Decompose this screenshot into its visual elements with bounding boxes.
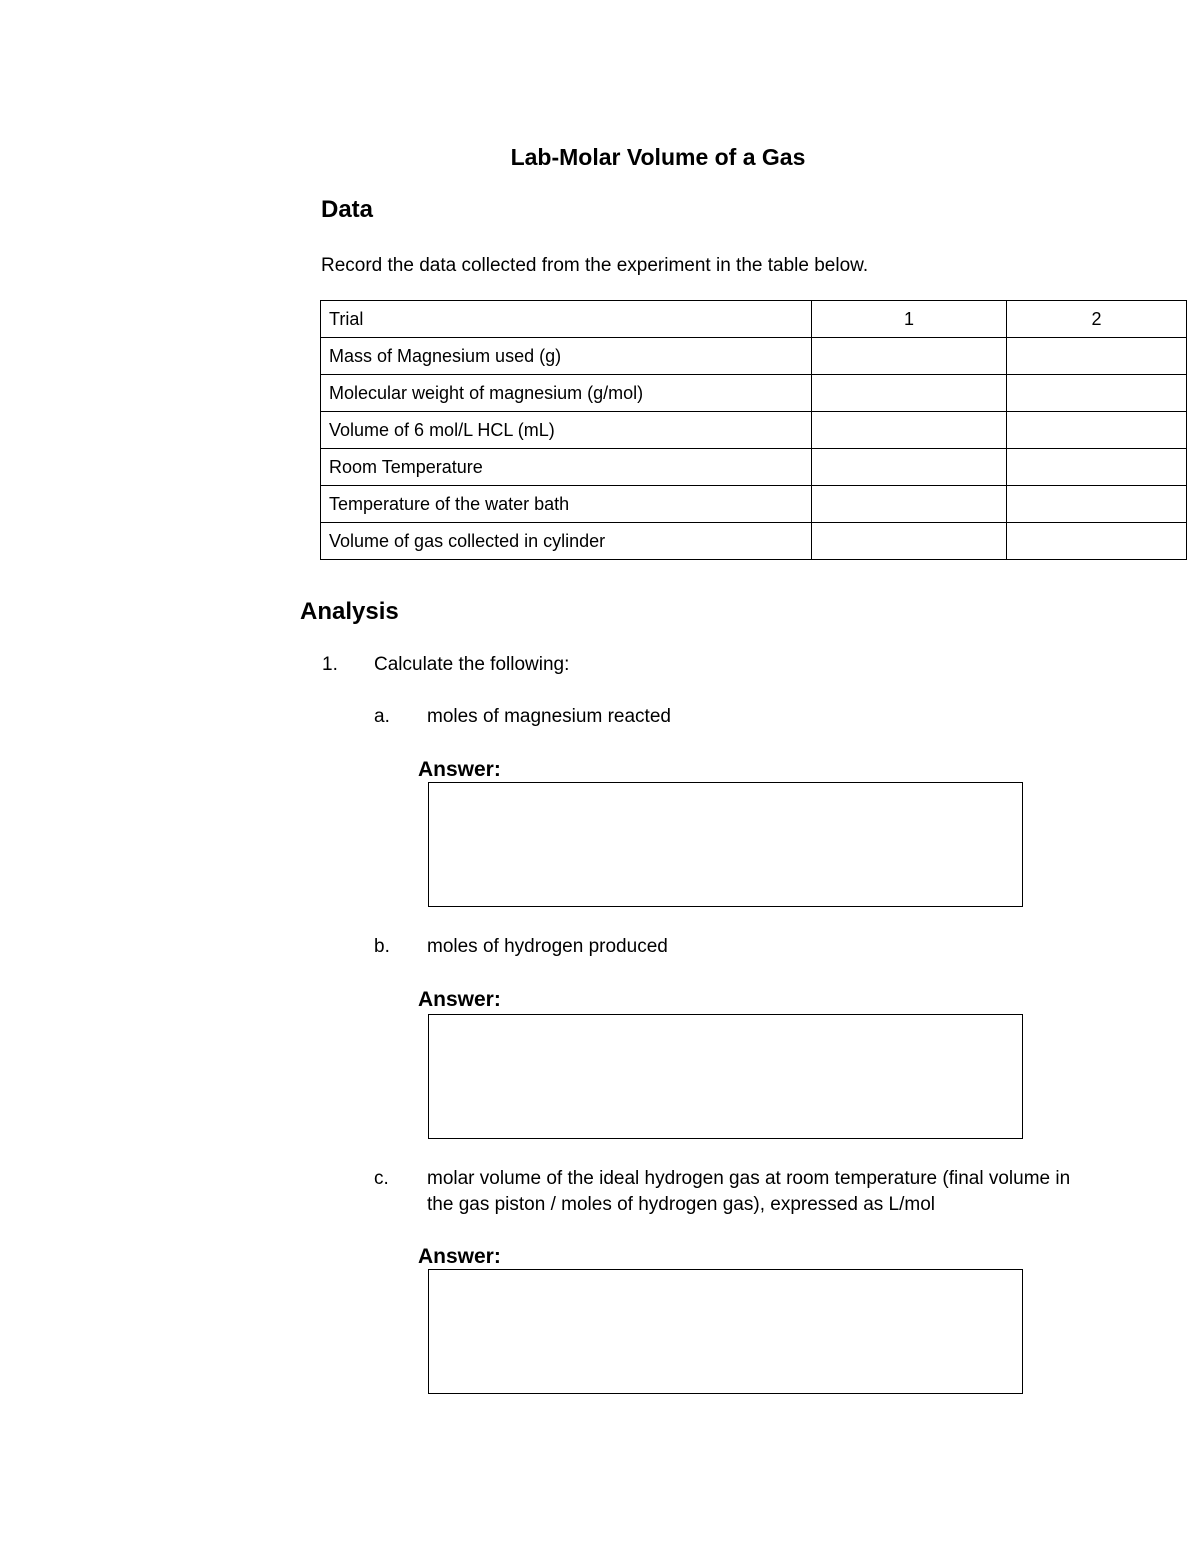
list-item-moles-magnesium: moles of magnesium reacted <box>427 706 671 727</box>
table-row-label: Molecular weight of magnesium (g/mol) <box>321 375 812 412</box>
answer-label-b: Answer: <box>418 988 501 1011</box>
table-row-label: Mass of Magnesium used (g) <box>321 338 812 375</box>
answer-label-a: Answer: <box>418 758 501 781</box>
table-row-label: Volume of gas collected in cylinder <box>321 523 812 560</box>
table-cell-trial-2[interactable] <box>1007 412 1187 449</box>
table-header-trial-1: 1 <box>812 301 1007 338</box>
answer-box-c[interactable] <box>428 1269 1023 1394</box>
table-cell-trial-2[interactable] <box>1007 449 1187 486</box>
table-cell-trial-1[interactable] <box>812 412 1007 449</box>
answer-box-a[interactable] <box>428 782 1023 907</box>
table-cell-trial-2[interactable] <box>1007 486 1187 523</box>
list-marker-c: c. <box>374 1168 389 1189</box>
table-cell-trial-1[interactable] <box>812 486 1007 523</box>
table-header-trial-2: 2 <box>1007 301 1187 338</box>
list-item-molar-volume-line-1: molar volume of the ideal hydrogen gas at room temperature (final volume in <box>427 1168 1071 1189</box>
table-cell-trial-1[interactable] <box>812 375 1007 412</box>
table-row-label: Volume of 6 mol/L HCL (mL) <box>321 412 812 449</box>
table-row-label: Room Temperature <box>321 449 812 486</box>
table-row <box>321 412 1187 449</box>
list-marker-1: 1. <box>322 654 338 675</box>
answer-label-c: Answer: <box>418 1245 501 1268</box>
table-row-label: Temperature of the water bath <box>321 486 812 523</box>
table-row <box>321 523 1187 560</box>
table-cell-trial-1[interactable] <box>812 449 1007 486</box>
data-table <box>320 300 1187 560</box>
table-header-row <box>321 301 1187 338</box>
analysis-section-heading: Analysis <box>300 598 399 625</box>
table-header-label: Trial <box>321 301 812 338</box>
table-row <box>321 486 1187 523</box>
table-row <box>321 338 1187 375</box>
table-cell-trial-2[interactable] <box>1007 523 1187 560</box>
table-row <box>321 449 1187 486</box>
table-cell-trial-1[interactable] <box>812 523 1007 560</box>
answer-box-b[interactable] <box>428 1014 1023 1139</box>
list-item-moles-hydrogen: moles of hydrogen produced <box>427 936 668 957</box>
table-cell-trial-1[interactable] <box>812 338 1007 375</box>
table-cell-trial-2[interactable] <box>1007 338 1187 375</box>
list-item-calculate: Calculate the following: <box>374 654 570 675</box>
table-cell-trial-2[interactable] <box>1007 375 1187 412</box>
table-row <box>321 375 1187 412</box>
data-section-heading: Data <box>321 196 374 223</box>
list-marker-a: a. <box>374 706 390 727</box>
data-instruction: Record the data collected from the experiment in the table below. <box>321 255 869 276</box>
list-marker-b: b. <box>374 936 390 957</box>
document-title: Lab-Molar Volume of a Gas <box>510 144 806 170</box>
list-item-molar-volume-line-2: the gas piston / moles of hydrogen gas), expressed as L/mol <box>427 1194 935 1215</box>
